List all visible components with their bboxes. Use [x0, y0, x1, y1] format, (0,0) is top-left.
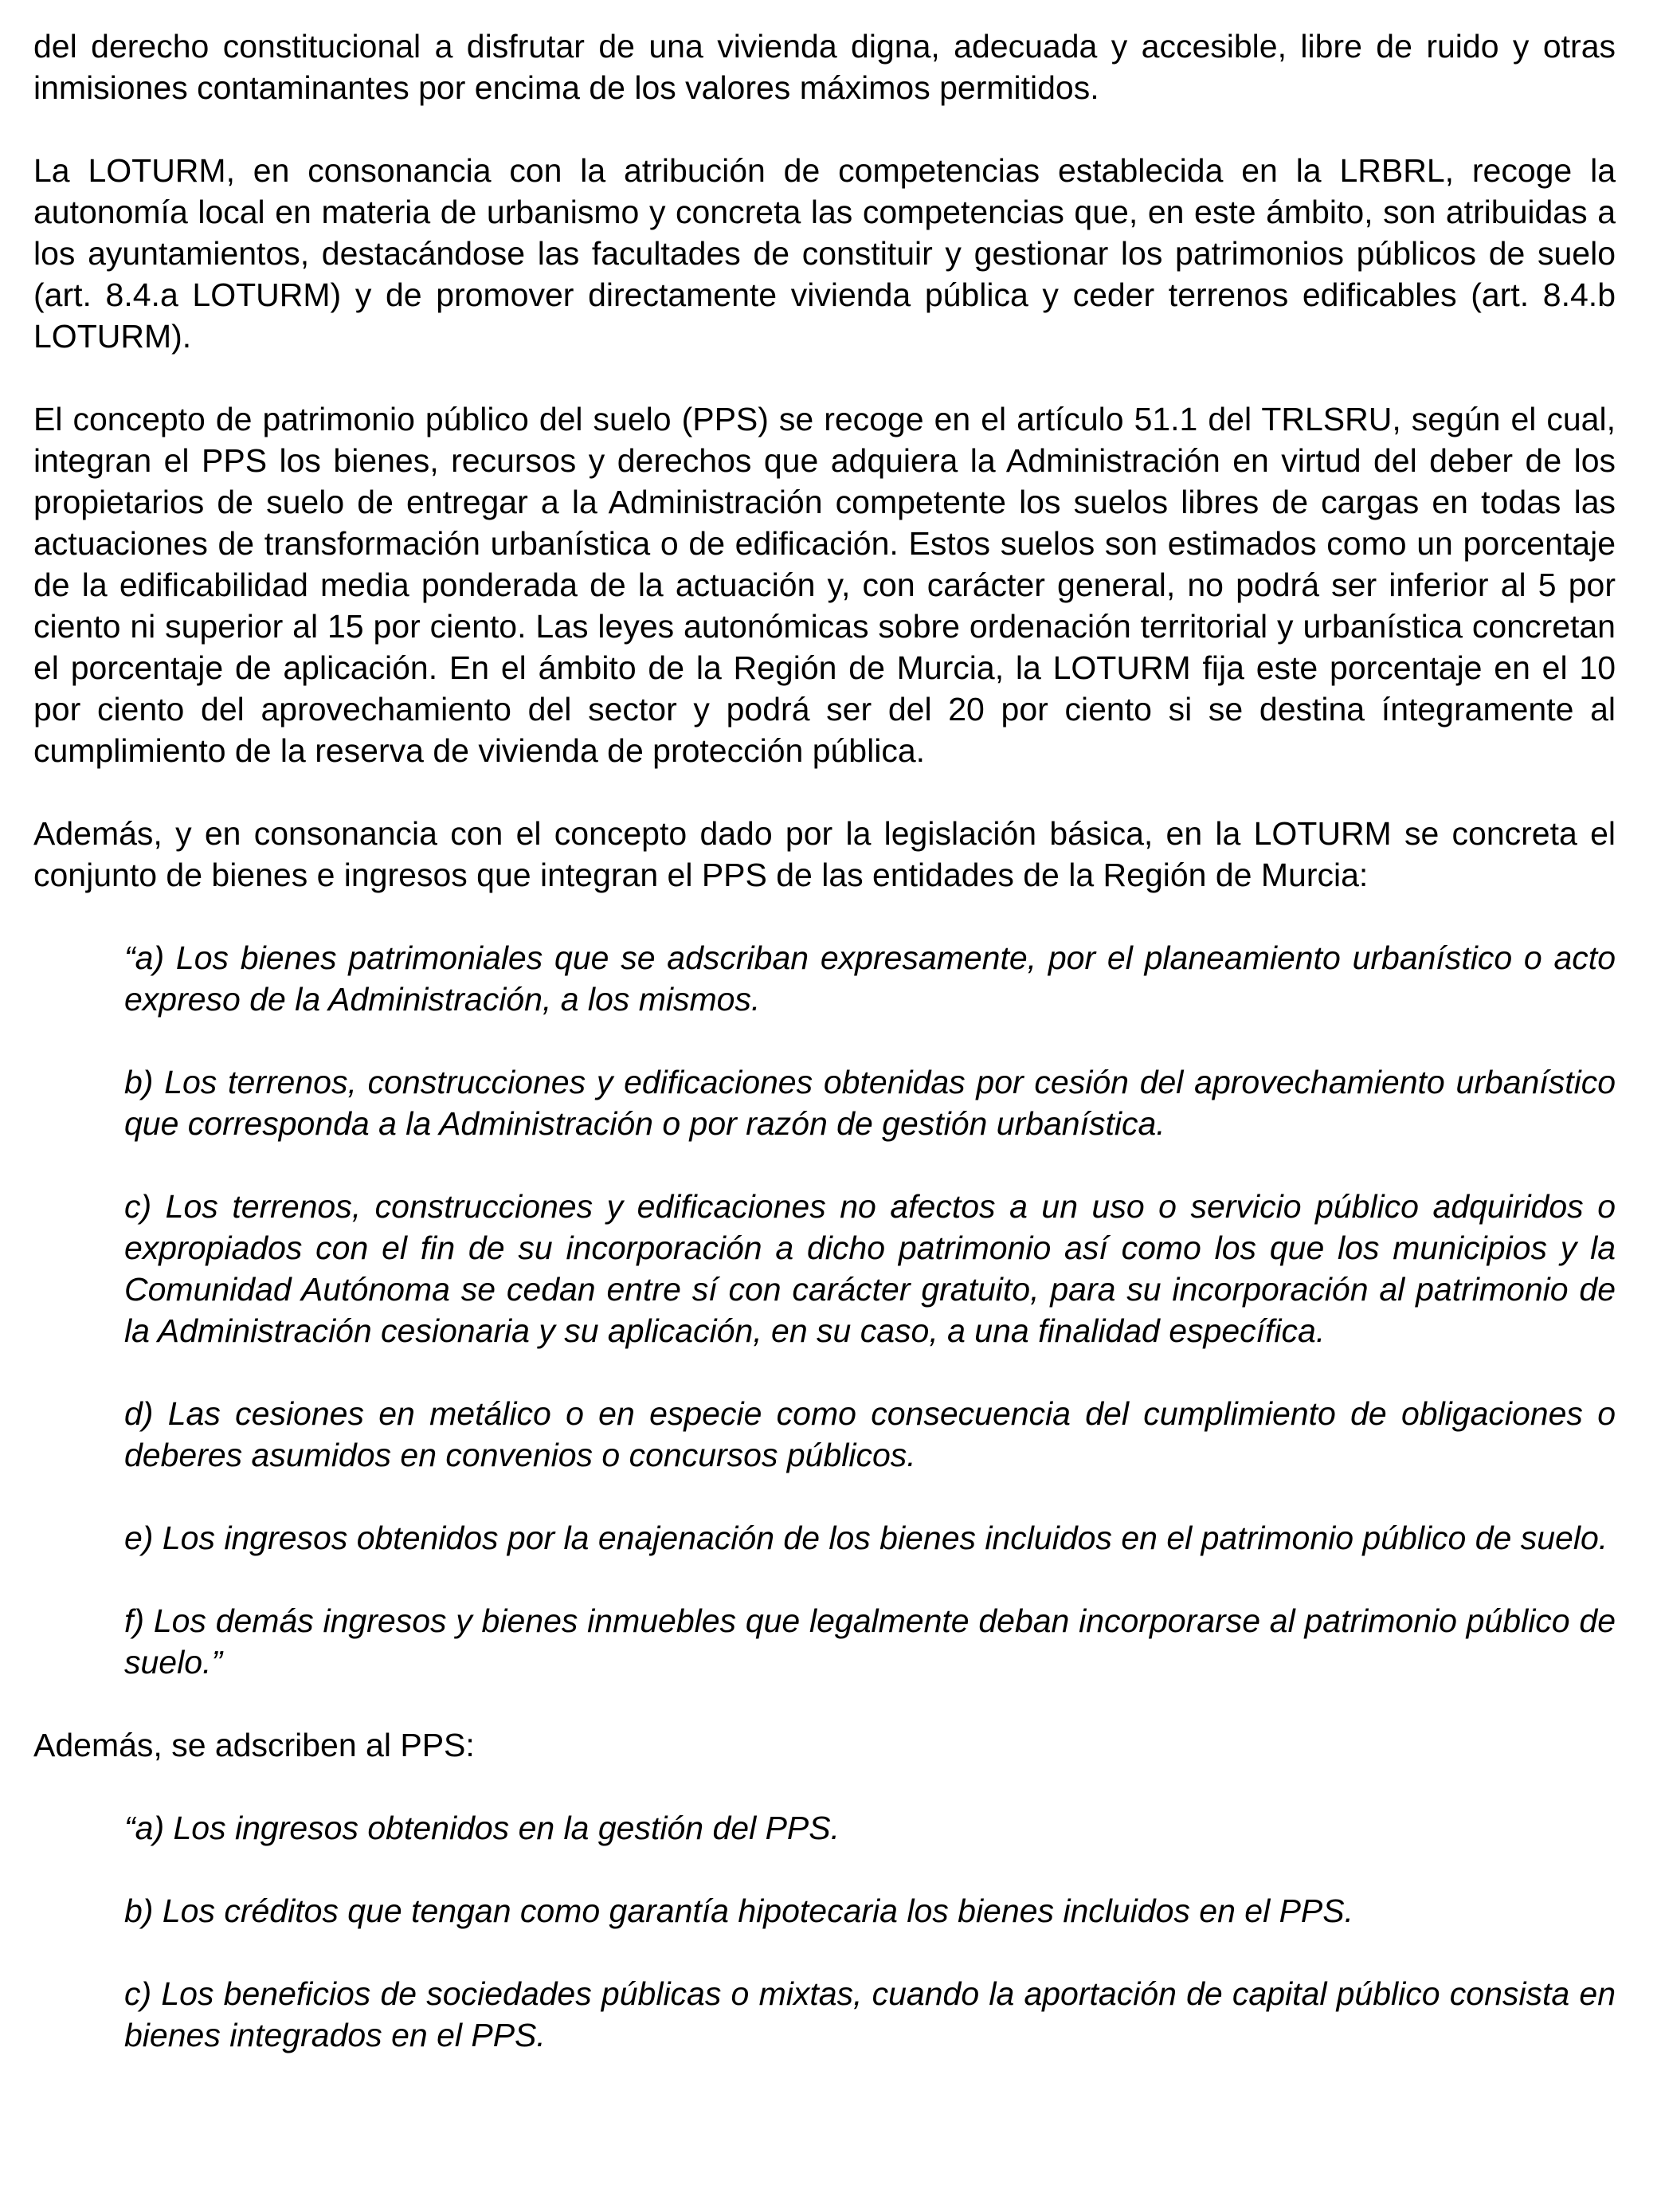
quote-item-a: “a) Los bienes patrimoniales que se adscriban expresamente, por el planeamiento urbanístico o acto expreso de la Administración, a los mismos.: [124, 939, 1616, 1018]
document-page: [33, 25, 1616, 2056]
quote-item-c: c) Los terrenos, construcciones y edificaciones no afectos a un uso o servicio público adquiridos o expropiados con el fin de su incorporación a dicho patrimonio así como los que los municipios y la Comunidad Autónoma se cedan entre sí con carácter gratuito, para su incorporación al patrimonio de la Administración cesionaria y su aplicación, en su caso, a una finalidad específica.: [124, 1188, 1616, 1349]
paragraph-bienes-ingresos: Además, y en consonancia con el concepto dado por la legislación básica, en la LOTURM se concreta el conjunto de bienes e ingresos que integran el PPS de las entidades de la Región de Murcia:: [33, 815, 1616, 893]
quote-item-b: b) Los terrenos, construcciones y edificaciones obtenidas por cesión del aprovechamiento urbanístico que corresponda a la Administración o por razón de gestión urbanística.: [124, 1064, 1616, 1142]
quote2-item-a: “a) Los ingresos obtenidos en la gestión del PPS.: [124, 1810, 840, 1846]
quote-item-f: f) Los demás ingresos y bienes inmuebles que legalmente deban incorporarse al patrimonio público de suelo.”: [124, 1602, 1616, 1681]
paragraph-loturm-competencias: La LOTURM, en consonancia con la atribución de competencias establecida en la LRBRL, recoge la autonomía local en materia de urbanismo y concreta las competencias que, en este ámbito, son atribuidas a los ayuntamientos, destacándose las facultades de constituir y gestionar los patrimonios públicos de suelo (art. 8.4.a LOTURM) y de promover directamente vivienda pública y ceder terrenos edificables (art. 8.4.b LOTURM).: [33, 152, 1616, 355]
quote2-item-b: b) Los créditos que tengan como garantía hipotecaria los bienes incluidos en el PPS.: [124, 1892, 1354, 1929]
paragraph-vivienda-digna: del derecho constitucional a disfrutar de una vivienda digna, adecuada y accesible, libre de ruido y otras inmisiones contaminantes por encima de los valores máximos permitidos.: [33, 28, 1616, 106]
paragraph-concepto-pps: El concepto de patrimonio público del suelo (PPS) se recoge en el artículo 51.1 del TRLSRU, según el cual, integran el PPS los bienes, recursos y derechos que adquiera la Administración en virtud del deber de los propietarios de suelo de entregar a la Administración competente los suelos libres de cargas en todas las actuaciones de transformación urbanística o de edificación. Estos suelos son estimados como un porcentaje de la edificabilidad media ponderada de la actuación y, con carácter general, no podrá ser inferior al 5 por ciento ni superior al 15 por ciento. Las leyes autonómicas sobre ordenación territorial y urbanística concretan el porcentaje de aplicación. En el ámbito de la Región de Murcia, la LOTURM fija este porcentaje en el 10 por ciento del aprovechamiento del sector y podrá ser del 20 por ciento si se destina íntegramente al cumplimiento de la reserva de vivienda de protección pública.: [33, 401, 1616, 769]
quote2-item-c: c) Los beneficios de sociedades públicas o mixtas, cuando la aportación de capital público consista en bienes integrados en el PPS.: [124, 1975, 1616, 2053]
quote-item-d: d) Las cesiones en metálico o en especie como consecuencia del cumplimiento de obligaciones o deberes asumidos en convenios o concursos públicos.: [124, 1395, 1616, 1473]
paragraph-adscriben-pps: Además, se adscriben al PPS:: [33, 1727, 475, 1763]
quote-item-e: e) Los ingresos obtenidos por la enajenación de los bienes incluidos en el patrimonio público de suelo.: [124, 1520, 1608, 1556]
